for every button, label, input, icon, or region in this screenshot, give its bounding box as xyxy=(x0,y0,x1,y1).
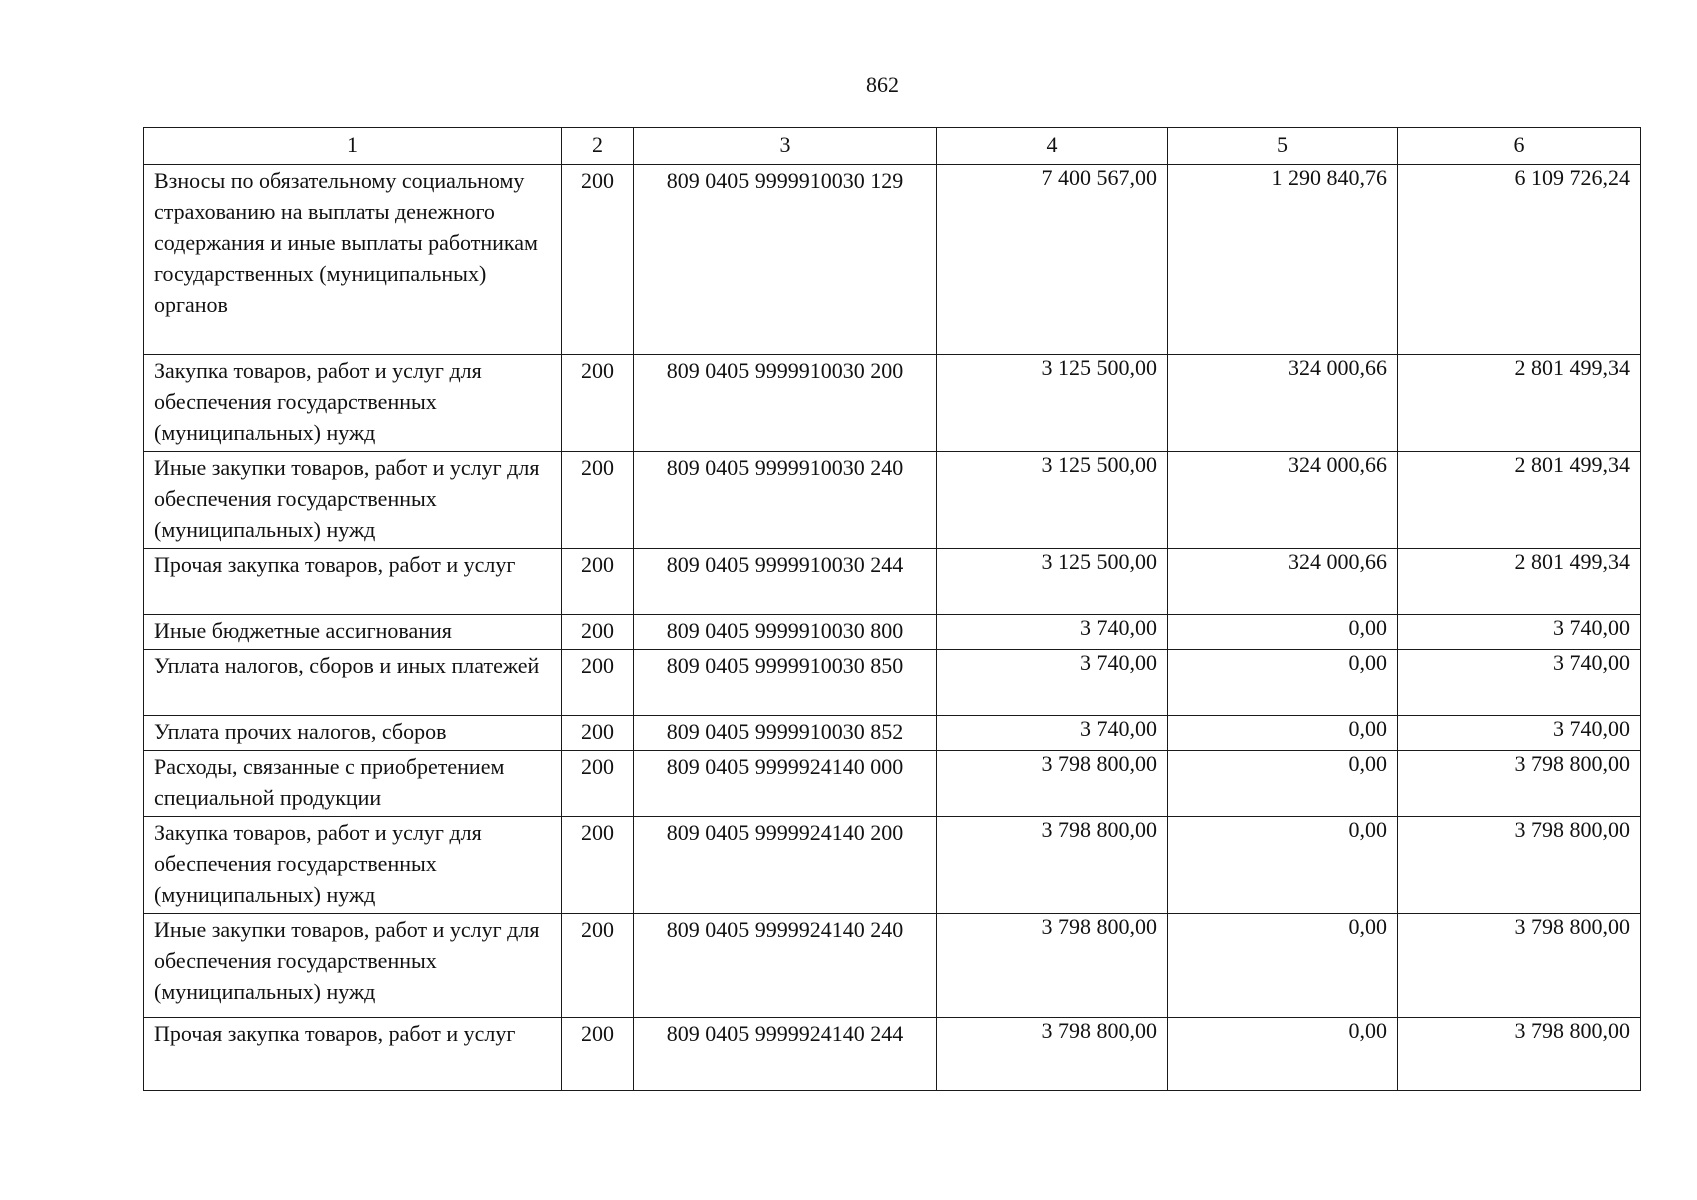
row-approved: 3 740,00 xyxy=(937,716,1168,751)
table-row xyxy=(144,615,1641,650)
row-classification-code: 809 0405 9999910030 200 xyxy=(634,355,937,452)
row-unexecuted: 3 798 800,00 xyxy=(1398,914,1641,1018)
row-executed: 0,00 xyxy=(1168,817,1398,914)
row-line-code: 200 xyxy=(562,650,634,716)
row-name: Закупка товаров, работ и услуг для обеспечения государственных (муниципальных) нужд xyxy=(144,817,562,914)
table-row xyxy=(144,355,1641,452)
row-line-code: 200 xyxy=(562,914,634,1018)
row-approved: 3 798 800,00 xyxy=(937,1018,1168,1091)
row-executed: 0,00 xyxy=(1168,751,1398,817)
row-name: Уплата налогов, сборов и иных платежей xyxy=(144,650,562,716)
row-unexecuted: 2 801 499,34 xyxy=(1398,452,1641,549)
row-executed: 0,00 xyxy=(1168,716,1398,751)
row-classification-code: 809 0405 9999910030 244 xyxy=(634,549,937,615)
row-line-code: 200 xyxy=(562,549,634,615)
row-classification-code: 809 0405 9999910030 240 xyxy=(634,452,937,549)
row-executed: 1 290 840,76 xyxy=(1168,165,1398,355)
header-col-6: 6 xyxy=(1398,128,1641,165)
row-approved: 3 798 800,00 xyxy=(937,817,1168,914)
row-executed: 0,00 xyxy=(1168,914,1398,1018)
table-row xyxy=(144,716,1641,751)
header-row xyxy=(144,128,1641,165)
table-row xyxy=(144,165,1641,355)
row-unexecuted: 3 798 800,00 xyxy=(1398,817,1641,914)
table-row xyxy=(144,914,1641,1018)
header-col-1: 1 xyxy=(144,128,562,165)
row-unexecuted: 3 740,00 xyxy=(1398,716,1641,751)
row-executed: 324 000,66 xyxy=(1168,452,1398,549)
table-body xyxy=(144,165,1641,1091)
row-approved: 3 125 500,00 xyxy=(937,355,1168,452)
row-line-code: 200 xyxy=(562,165,634,355)
table-row xyxy=(144,1018,1641,1091)
row-classification-code: 809 0405 9999910030 850 xyxy=(634,650,937,716)
row-approved: 3 740,00 xyxy=(937,650,1168,716)
row-unexecuted: 2 801 499,34 xyxy=(1398,355,1641,452)
row-unexecuted: 3 798 800,00 xyxy=(1398,751,1641,817)
page-number: 862 xyxy=(866,72,899,97)
row-unexecuted: 6 109 726,24 xyxy=(1398,165,1641,355)
row-line-code: 200 xyxy=(562,817,634,914)
row-name: Прочая закупка товаров, работ и услуг xyxy=(144,1018,562,1091)
row-name: Уплата прочих налогов, сборов xyxy=(144,716,562,751)
row-line-code: 200 xyxy=(562,452,634,549)
row-name: Расходы, связанные с приобретением специальной продукции xyxy=(144,751,562,817)
table-row xyxy=(144,549,1641,615)
row-classification-code: 809 0405 9999924140 240 xyxy=(634,914,937,1018)
row-classification-code: 809 0405 9999910030 129 xyxy=(634,165,937,355)
header-col-2: 2 xyxy=(562,128,634,165)
row-unexecuted: 3 798 800,00 xyxy=(1398,1018,1641,1091)
row-approved: 3 125 500,00 xyxy=(937,549,1168,615)
table-row xyxy=(144,817,1641,914)
row-name: Прочая закупка товаров, работ и услуг xyxy=(144,549,562,615)
row-line-code: 200 xyxy=(562,615,634,650)
row-approved: 7 400 567,00 xyxy=(937,165,1168,355)
row-approved: 3 740,00 xyxy=(937,615,1168,650)
row-classification-code: 809 0405 9999910030 852 xyxy=(634,716,937,751)
row-approved: 3 798 800,00 xyxy=(937,751,1168,817)
header-col-5: 5 xyxy=(1168,128,1398,165)
table-row xyxy=(144,650,1641,716)
row-executed: 324 000,66 xyxy=(1168,549,1398,615)
row-line-code: 200 xyxy=(562,355,634,452)
table-row xyxy=(144,751,1641,817)
row-name: Иные закупки товаров, работ и услуг для обеспечения государственных (муниципальных) нужд xyxy=(144,452,562,549)
row-classification-code: 809 0405 9999924140 200 xyxy=(634,817,937,914)
row-name: Иные бюджетные ассигнования xyxy=(144,615,562,650)
row-executed: 0,00 xyxy=(1168,650,1398,716)
header-col-4: 4 xyxy=(937,128,1168,165)
row-classification-code: 809 0405 9999924140 244 xyxy=(634,1018,937,1091)
row-unexecuted: 3 740,00 xyxy=(1398,650,1641,716)
row-approved: 3 798 800,00 xyxy=(937,914,1168,1018)
row-approved: 3 125 500,00 xyxy=(937,452,1168,549)
row-executed: 0,00 xyxy=(1168,615,1398,650)
table-row xyxy=(144,452,1641,549)
row-name: Взносы по обязательному социальному страхованию на выплаты денежного содержания и иные выплаты работникам государственных (муниципальных) органов xyxy=(144,165,562,355)
row-name: Закупка товаров, работ и услуг для обеспечения государственных (муниципальных) нужд xyxy=(144,355,562,452)
row-unexecuted: 2 801 499,34 xyxy=(1398,549,1641,615)
row-executed: 324 000,66 xyxy=(1168,355,1398,452)
row-name: Иные закупки товаров, работ и услуг для обеспечения государственных (муниципальных) нужд xyxy=(144,914,562,1018)
row-line-code: 200 xyxy=(562,716,634,751)
header-col-3: 3 xyxy=(634,128,937,165)
table-header xyxy=(144,128,1641,165)
row-unexecuted: 3 740,00 xyxy=(1398,615,1641,650)
row-classification-code: 809 0405 9999910030 800 xyxy=(634,615,937,650)
row-line-code: 200 xyxy=(562,751,634,817)
row-line-code: 200 xyxy=(562,1018,634,1091)
row-executed: 0,00 xyxy=(1168,1018,1398,1091)
row-classification-code: 809 0405 9999924140 000 xyxy=(634,751,937,817)
budget-execution-table xyxy=(143,127,1641,1091)
